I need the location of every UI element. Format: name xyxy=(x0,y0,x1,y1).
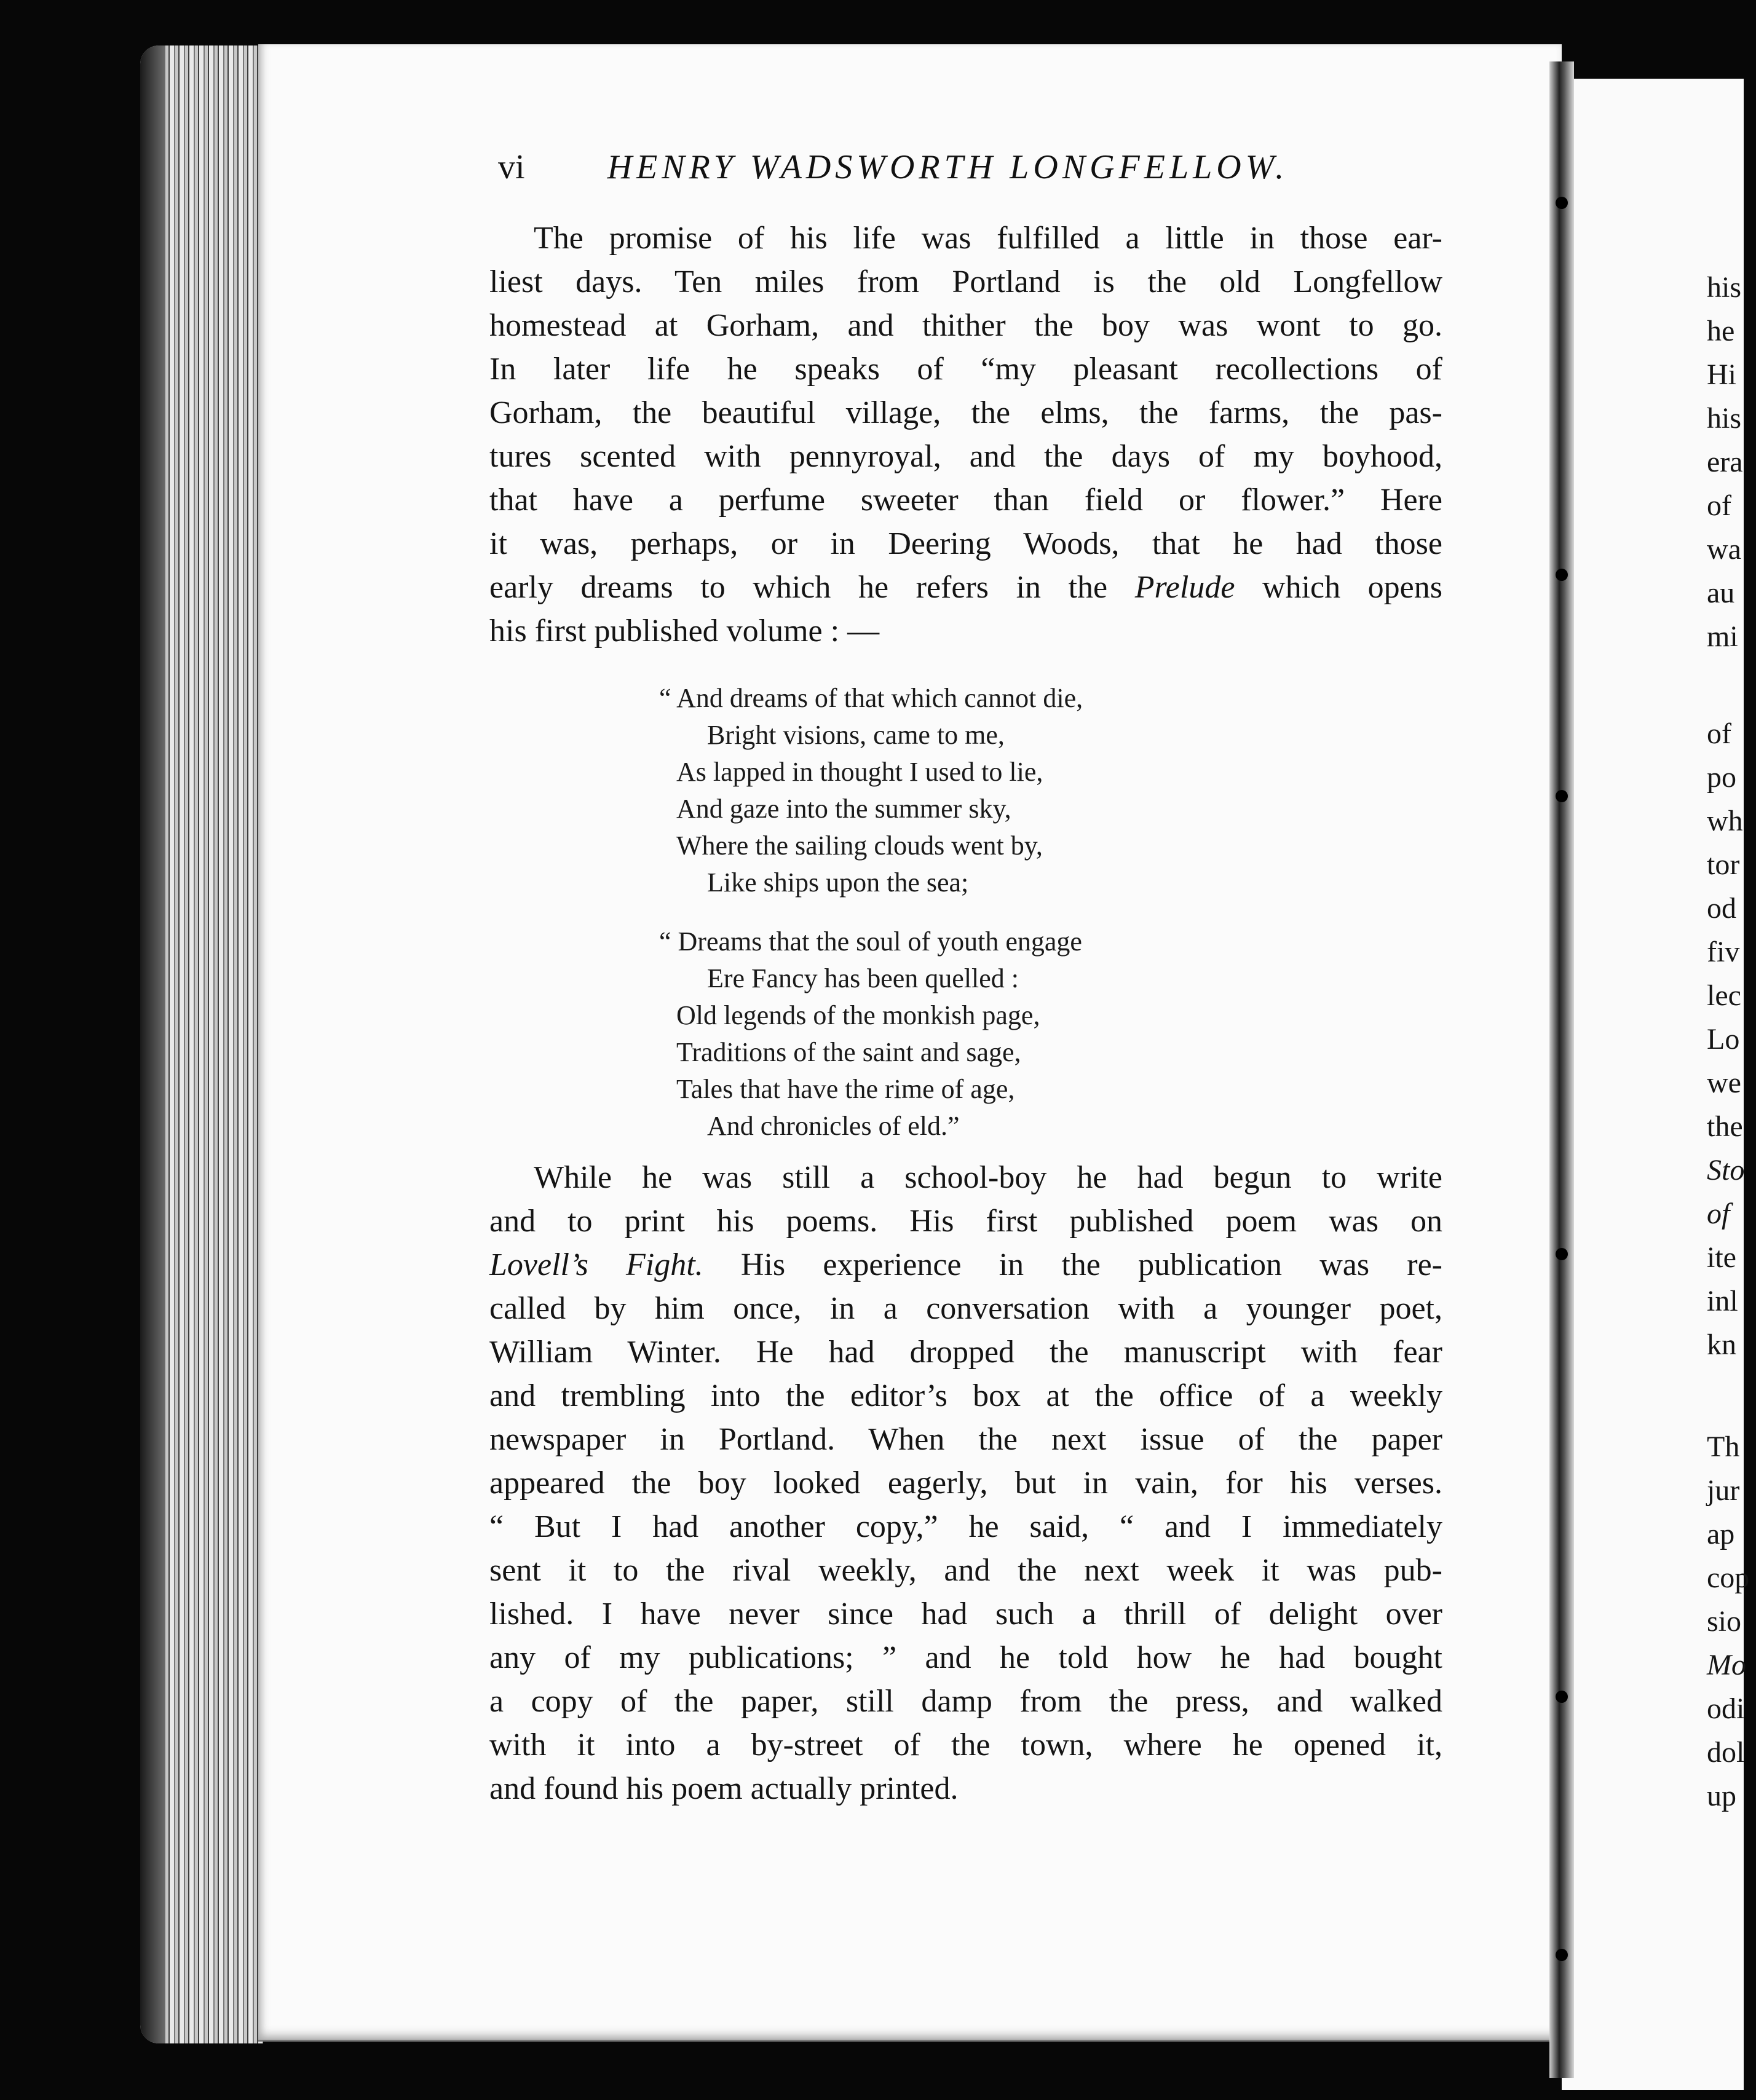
binding-stitch xyxy=(1556,569,1568,581)
poem-line: “ And dreams of that which cannot die, xyxy=(659,683,1083,713)
running-head xyxy=(498,148,1359,187)
text-line: homestead at Gorham, and thither the boy was wont to go. xyxy=(489,308,1442,343)
paragraph-1 xyxy=(489,216,1442,653)
text-line xyxy=(489,566,1442,609)
text-fragment: His experience in the publication was re- xyxy=(703,1247,1443,1282)
poem-stanza-1 xyxy=(659,680,1267,901)
poem-line: As lapped in thought I used to lie, xyxy=(676,757,1043,787)
text-line: and to print his poems. His first published poem was on xyxy=(489,1204,1442,1239)
text-line: William Winter. He had dropped the manuscript with fear xyxy=(489,1335,1442,1370)
text-line: with it into a by-street of the town, where he opened it, xyxy=(489,1727,1442,1762)
facing-fragment: mi xyxy=(1707,620,1738,653)
poem-line: Tales that have the rime of age, xyxy=(676,1074,1015,1104)
text-line: that have a perfume sweeter than field or flower.” Here xyxy=(489,483,1442,518)
text-line: and trembling into the editor’s box at the office of a weekly xyxy=(489,1378,1442,1413)
facing-page-fragments-2 xyxy=(1707,712,1756,1367)
poem-line: Traditions of the saint and sage, xyxy=(676,1037,1021,1067)
book-gutter xyxy=(1549,61,1574,2078)
binding-stitch xyxy=(1556,197,1568,209)
binding-stitch xyxy=(1556,1248,1568,1260)
facing-fragment: fiv xyxy=(1707,936,1740,968)
text-line: appeared the boy looked eagerly, but in vain, for his verses. xyxy=(489,1466,1442,1501)
running-title: HENRY WADSWORTH LONGFELLOW. xyxy=(607,148,1289,186)
binding-stitch xyxy=(1556,1949,1568,1961)
facing-fragment: wa xyxy=(1707,533,1741,566)
facing-fragment: odi xyxy=(1707,1692,1745,1725)
facing-fragment: sio xyxy=(1707,1605,1742,1638)
text-line: The promise of his life was fulfilled a little in those ear- xyxy=(534,221,1442,256)
facing-fragment: cop xyxy=(1707,1561,1750,1594)
facing-fragment: we xyxy=(1707,1067,1741,1099)
facing-fragment: his xyxy=(1707,402,1742,435)
facing-fragment: of xyxy=(1707,717,1731,750)
text-line: newspaper in Portland. When the next issue of the paper xyxy=(489,1422,1442,1457)
italic-title-prelude: Prelude xyxy=(1134,570,1235,605)
facing-fragment: Hi xyxy=(1707,358,1736,391)
text-line: tures scented with pennyroyal, and the days of my boyhood, xyxy=(489,439,1442,474)
poem-stanza-2 xyxy=(659,923,1267,1145)
facing-fragment: up xyxy=(1707,1780,1736,1812)
text-fragment: early dreams to which he refers in the xyxy=(489,570,1135,605)
facing-fragment: his xyxy=(1707,271,1742,304)
paragraph-2 xyxy=(489,1156,1442,1810)
text-line: sent it to the rival weekly, and the next week it was pub- xyxy=(489,1553,1442,1588)
facing-fragment: kn xyxy=(1707,1328,1736,1361)
binding-stitch xyxy=(1556,790,1568,802)
text-line: “ But I had another copy,” he said, “ and I immediately xyxy=(489,1509,1442,1544)
text-line: Gorham, the beautiful village, the elms, the farms, the pas- xyxy=(489,395,1442,430)
text-line: In later life he speaks of “my pleasant recollections of xyxy=(489,352,1442,387)
poem-line: And chronicles of eld.” xyxy=(707,1111,960,1141)
poem-line: Where the sailing clouds went by, xyxy=(676,831,1043,861)
facing-fragment: the xyxy=(1707,1110,1743,1143)
poem-line: Like ships upon the sea; xyxy=(707,867,969,898)
text-line: While he was still a school-boy he had begun to write xyxy=(534,1160,1442,1195)
facing-fragment: of xyxy=(1707,489,1731,522)
facing-fragment: of xyxy=(1707,1198,1730,1230)
text-fragment: which opens xyxy=(1235,570,1442,605)
facing-fragment: inl xyxy=(1707,1285,1738,1317)
facing-fragment: Lo xyxy=(1707,1023,1740,1056)
book-spine-shadow xyxy=(140,45,165,2043)
italic-title-lovells-fight: Lovell’s Fight. xyxy=(489,1247,703,1282)
text-line: and found his poem actually printed. xyxy=(489,1771,959,1806)
poem-line: And gaze into the summer sky, xyxy=(676,794,1011,824)
text-line: called by him once, in a conversation with a younger poet, xyxy=(489,1291,1442,1326)
facing-fragment: Th xyxy=(1707,1431,1740,1463)
facing-fragment: he xyxy=(1707,315,1735,347)
text-line: liest days. Ten miles from Portland is the old Longfellow xyxy=(489,264,1442,299)
facing-fragment: au xyxy=(1707,577,1735,609)
text-line: any of my publications; ” and he told how he had bought xyxy=(489,1640,1442,1675)
text-line: it was, perhaps, or in Deering Woods, that he had those xyxy=(489,526,1442,561)
text-line: his first published volume : — xyxy=(489,614,880,649)
facing-fragment: od xyxy=(1707,892,1736,925)
poem-line: Old legends of the monkish page, xyxy=(676,1000,1040,1030)
poem-line: “ Dreams that the soul of youth engage xyxy=(659,926,1082,957)
facing-fragment: tor xyxy=(1707,848,1740,881)
facing-fragment: wh xyxy=(1707,805,1743,837)
facing-page-fragments-1 xyxy=(1707,266,1756,658)
text-line: lished. I have never since had such a thrill of delight over xyxy=(489,1597,1442,1632)
facing-fragment: lec xyxy=(1707,979,1741,1012)
page-number: vi xyxy=(498,148,525,186)
facing-fragment: po xyxy=(1707,761,1736,794)
facing-fragment: Sto xyxy=(1707,1154,1745,1186)
facing-fragment: ite xyxy=(1707,1241,1736,1274)
binding-stitch xyxy=(1556,1691,1568,1703)
poem-line: Ere Fancy has been quelled : xyxy=(707,963,1019,993)
facing-fragment: ap xyxy=(1707,1518,1735,1550)
facing-fragment: jur xyxy=(1707,1474,1740,1507)
text-line: a copy of the paper, still damp from the press, and walked xyxy=(489,1684,1442,1719)
facing-fragment: era xyxy=(1707,446,1743,478)
facing-fragment: Mo xyxy=(1707,1649,1746,1681)
text-line xyxy=(489,1243,1442,1287)
facing-page-fragments-3 xyxy=(1707,1425,1756,1818)
facing-fragment: dol xyxy=(1707,1736,1745,1769)
poem-line: Bright visions, came to me, xyxy=(707,720,1005,750)
